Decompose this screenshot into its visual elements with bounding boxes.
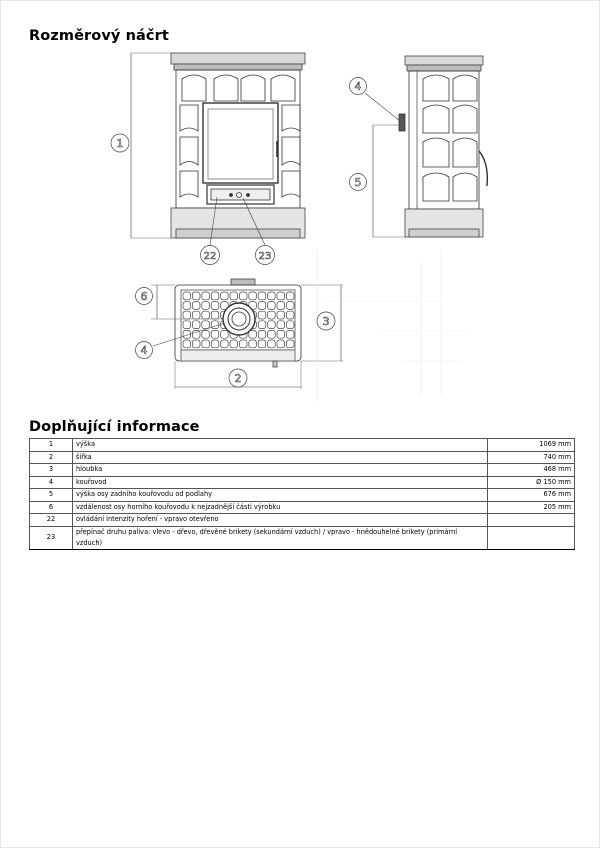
top-grid-tile: [230, 292, 238, 300]
top-grid-tile: [221, 330, 229, 338]
row-number: 4: [30, 476, 73, 489]
top-grid-tile: [258, 340, 266, 348]
callout-5-label: 5: [354, 176, 362, 189]
row-value: 205 mm: [488, 501, 575, 514]
row-value: 676 mm: [488, 489, 575, 502]
row-number: 3: [30, 464, 73, 477]
row-description: výška: [73, 439, 488, 452]
top-grid-tile: [192, 292, 200, 300]
top-grid-tile: [286, 330, 294, 338]
top-grid-tile: [192, 340, 200, 348]
row-description: kouřovod: [73, 476, 488, 489]
top-grid-tile: [286, 321, 294, 329]
callout-4-side-label: 4: [354, 80, 362, 93]
table-row: [30, 476, 575, 489]
row-number: 2: [30, 451, 73, 464]
row-number: 6: [30, 501, 73, 514]
row-description: vzdálenost osy horního kouřovodu k nejzadnější části výrobku: [73, 501, 488, 514]
top-view: [151, 251, 471, 401]
top-grid-tile: [258, 311, 266, 319]
table-row: [30, 501, 575, 514]
table-row: [30, 464, 575, 477]
top-grid-tile: [286, 311, 294, 319]
top-grid-tile: [258, 302, 266, 310]
row-value: [488, 514, 575, 527]
top-grid-tile: [268, 330, 276, 338]
row-number: 22: [30, 514, 73, 527]
top-grid-tile: [211, 330, 219, 338]
row-description: výška osy zadního kouřovodu od podlahy: [73, 489, 488, 502]
top-grid-tile: [258, 292, 266, 300]
top-grid-tile: [183, 311, 191, 319]
callout-2-label: 2: [234, 372, 242, 385]
callout-3-label: 3: [322, 315, 330, 328]
callout-23-label: 23: [258, 251, 272, 262]
row-value: Ø 150 mm: [488, 476, 575, 489]
table-row: [30, 451, 575, 464]
top-grid-tile: [239, 340, 247, 348]
row-description: přepínač druhu paliva: vlevo - dřevo, dřevěné brikety (sekundární vzduch) / vpravo - hnědouhelné brikety (primární vzduch): [73, 526, 488, 549]
section-title-additional-info: Doplňující informace: [29, 419, 200, 435]
top-grid-tile: [202, 330, 210, 338]
top-grid-tile: [202, 340, 210, 348]
top-grid-tile: [183, 340, 191, 348]
top-grid-tile: [277, 311, 285, 319]
side-view: [365, 56, 487, 237]
top-grid-tile: [268, 321, 276, 329]
top-grid-tile: [211, 340, 219, 348]
top-grid-tile: [211, 311, 219, 319]
top-grid-tile: [258, 321, 266, 329]
top-grid-tile: [230, 340, 238, 348]
top-grid-tile: [192, 302, 200, 310]
top-grid-tile: [277, 321, 285, 329]
top-grid-tile: [221, 340, 229, 348]
top-grid-tile: [268, 311, 276, 319]
top-grid-tile: [268, 340, 276, 348]
row-value: 1069 mm: [488, 439, 575, 452]
top-grid-tile: [258, 330, 266, 338]
top-grid-tile: [202, 302, 210, 310]
row-description: šířka: [73, 451, 488, 464]
top-grid-tile: [183, 321, 191, 329]
top-grid-tile: [249, 292, 257, 300]
row-value: 468 mm: [488, 464, 575, 477]
top-grid-tile: [202, 292, 210, 300]
top-grid-tile: [239, 292, 247, 300]
top-grid-tile: [249, 340, 257, 348]
top-grid-tile: [277, 340, 285, 348]
top-grid-tile: [183, 292, 191, 300]
info-table: [29, 438, 575, 550]
dimension-sketch: [1, 1, 600, 411]
row-number: 1: [30, 439, 73, 452]
row-value: 740 mm: [488, 451, 575, 464]
row-description: ovládání intenzity hoření - vpravo otevřeno: [73, 514, 488, 527]
row-value: [488, 526, 575, 549]
table-row: [30, 526, 575, 549]
front-view: [131, 53, 305, 245]
top-grid-tile: [268, 292, 276, 300]
row-number: 23: [30, 526, 73, 549]
top-grid-tile: [202, 321, 210, 329]
top-grid-tile: [286, 292, 294, 300]
top-grid-tile: [277, 302, 285, 310]
table-row: [30, 514, 575, 527]
top-grid-tile: [202, 311, 210, 319]
top-grid-tile: [211, 302, 219, 310]
callout-6-label: 6: [140, 290, 148, 303]
callout-4-top-label: 4: [140, 344, 148, 357]
table-row: [30, 489, 575, 502]
top-grid-tile: [268, 302, 276, 310]
top-grid-tile: [286, 340, 294, 348]
top-grid-tile: [183, 302, 191, 310]
top-grid-tile: [192, 311, 200, 319]
section-title-dimension-sketch: Rozměrový náčrt: [29, 28, 169, 44]
top-grid-tile: [192, 321, 200, 329]
top-grid-tile: [286, 302, 294, 310]
table-row: [30, 439, 575, 452]
row-description: hloubka: [73, 464, 488, 477]
top-grid-tile: [277, 292, 285, 300]
top-grid-tile: [277, 330, 285, 338]
callout-22-label: 22: [203, 251, 217, 262]
callout-1-label: 1: [116, 137, 124, 150]
row-number: 5: [30, 489, 73, 502]
top-grid-tile: [211, 321, 219, 329]
top-grid-tile: [221, 292, 229, 300]
top-grid-tile: [211, 292, 219, 300]
